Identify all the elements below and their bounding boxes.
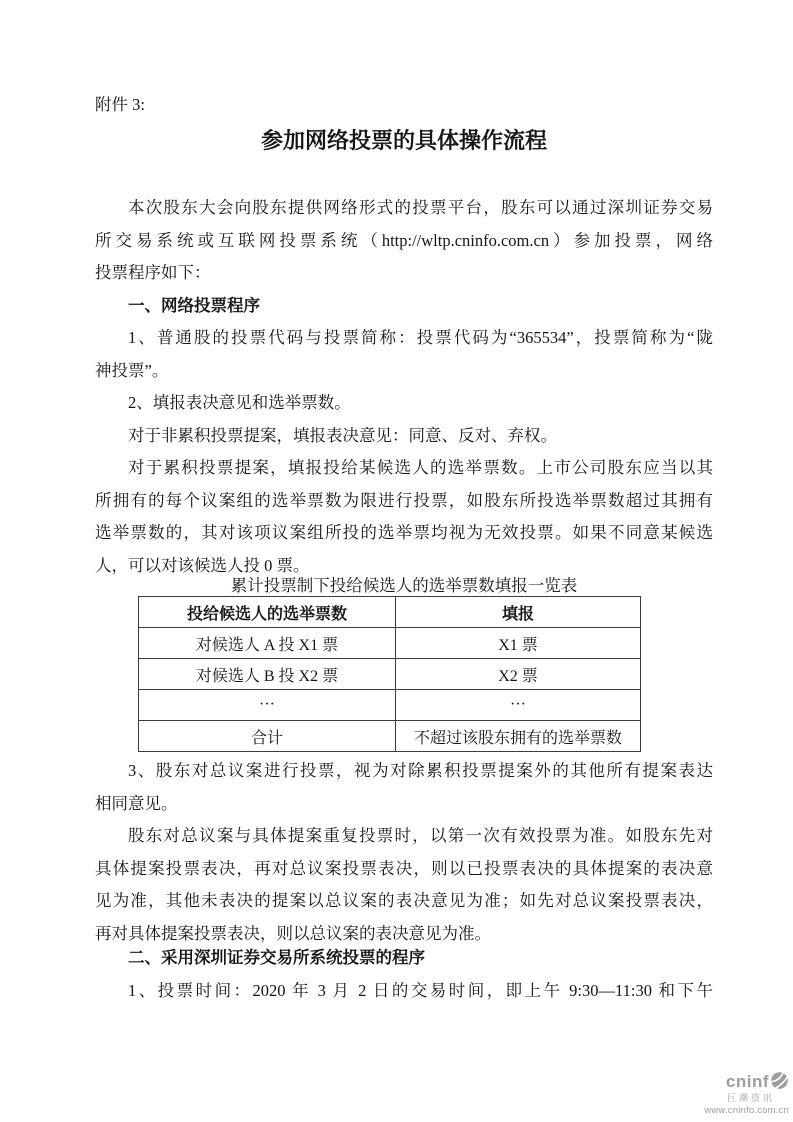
table-row (139, 628, 641, 659)
body-line: 见为准，其他未表决的提案以总议案的表决意见为准；如先对总议案投票表决， (95, 891, 713, 910)
section2-heading: 二、采用深圳证券交易所系统投票的程序 (128, 949, 425, 967)
body-line: 3、股东对总议案进行投票，视为对除累积投票提案外的其他所有提案表达 (128, 761, 713, 780)
body-line: 再对具体提案投票表决，则以总议案的表决意见为准。 (95, 923, 491, 943)
table-cell: 不超过该股东拥有的选举票数 (396, 721, 641, 752)
cninfo-logo (704, 1072, 789, 1116)
body-line: 对于累积投票提案，填报投给某候选人的选举票数。上市公司股东应当以其 (128, 458, 713, 477)
cninfo-brand-row (704, 1072, 789, 1092)
paragraph-non-cumulative (95, 420, 713, 453)
intro-line: 投票程序如下： (95, 263, 211, 282)
page-title: 参加网络投票的具体操作流程 (260, 127, 547, 153)
paragraph-voting-code (95, 322, 713, 387)
intro-paragraph (95, 192, 713, 290)
table-row (139, 690, 641, 721)
table-cell: 合计 (139, 721, 396, 752)
table-header-row (139, 597, 641, 628)
cninfo-url: www.cninfo.com.cn (704, 1104, 789, 1116)
table-row (139, 659, 641, 690)
cninfo-swirl-icon (770, 1071, 789, 1090)
table-cell: 对候选人 B 投 X2 票 (139, 659, 396, 690)
section1-heading: 一、网络投票程序 (128, 296, 260, 315)
body-line: 选举票数的，其对该项议案组所投的选举票均视为无效投票。如果不同意某候选 (95, 523, 713, 542)
paragraph-general-proposal (95, 755, 713, 820)
table-caption: 累计投票制下投给候选人的选举票数填报一览表 (230, 576, 578, 595)
body-line: 人，可以对该候选人投 0 票。 (95, 555, 310, 575)
table-cell: ··· (396, 690, 641, 721)
body-line: 所拥有的每个议案组的选举票数为限进行投票，如股东所投选举票数超过其拥有 (95, 490, 713, 510)
paragraph-fill-opinion (95, 387, 713, 420)
table-cell: ··· (139, 690, 396, 721)
body-line: 对于非累积投票提案，填报表决意见：同意、反对、弃权。 (128, 425, 557, 445)
table-cell: X1 票 (396, 628, 641, 659)
cninfo-chinese-name: 巨潮资讯 (726, 1092, 775, 1103)
table-row (139, 721, 641, 752)
table-header-cell: 填报 (396, 597, 641, 628)
body-line: 2、填报表决意见和选举票数。 (128, 393, 351, 412)
paragraph-voting-time (95, 975, 713, 1008)
intro-line: 所交易系统或互联网投票系统（http://wltp.cninfo.com.cn）参加投票，网络 (95, 230, 713, 250)
body-line: 神投票”。 (95, 360, 169, 380)
body-line: 具体提案投票表决，再对总议案投票表决，则以已投票表决的具体提案的表决意 (95, 858, 713, 878)
table-cell: 对候选人 A 投 X1 票 (139, 628, 396, 659)
cumulative-votes-table (138, 596, 641, 752)
intro-line: 本次股东大会向股东提供网络形式的投票平台，股东可以通过深圳证券交易 (128, 198, 713, 217)
table-header-cell: 投给候选人的选举票数 (139, 597, 396, 628)
body-line: 股东对总议案与具体提案重复投票时，以第一次有效投票为准。如股东先对 (128, 826, 713, 845)
table-cell: X2 票 (396, 659, 641, 690)
paragraph-cumulative (95, 452, 713, 582)
body-line: 1、投票时间：2020 年 3 月 2 日的交易时间，即上午 9:30—11:30 和下午 (128, 980, 713, 1000)
body-line: 相同意见。 (95, 793, 178, 813)
body-line: 1、普通股的投票代码与投票简称：投票代码为“365534”，投票简称为“陇 (128, 328, 713, 347)
attachment-label: 附件 3: (95, 95, 145, 114)
paragraph-duplicate-voting (95, 820, 713, 950)
cninfo-brand-text: cninf (725, 1072, 769, 1091)
document-content (95, 89, 713, 1007)
